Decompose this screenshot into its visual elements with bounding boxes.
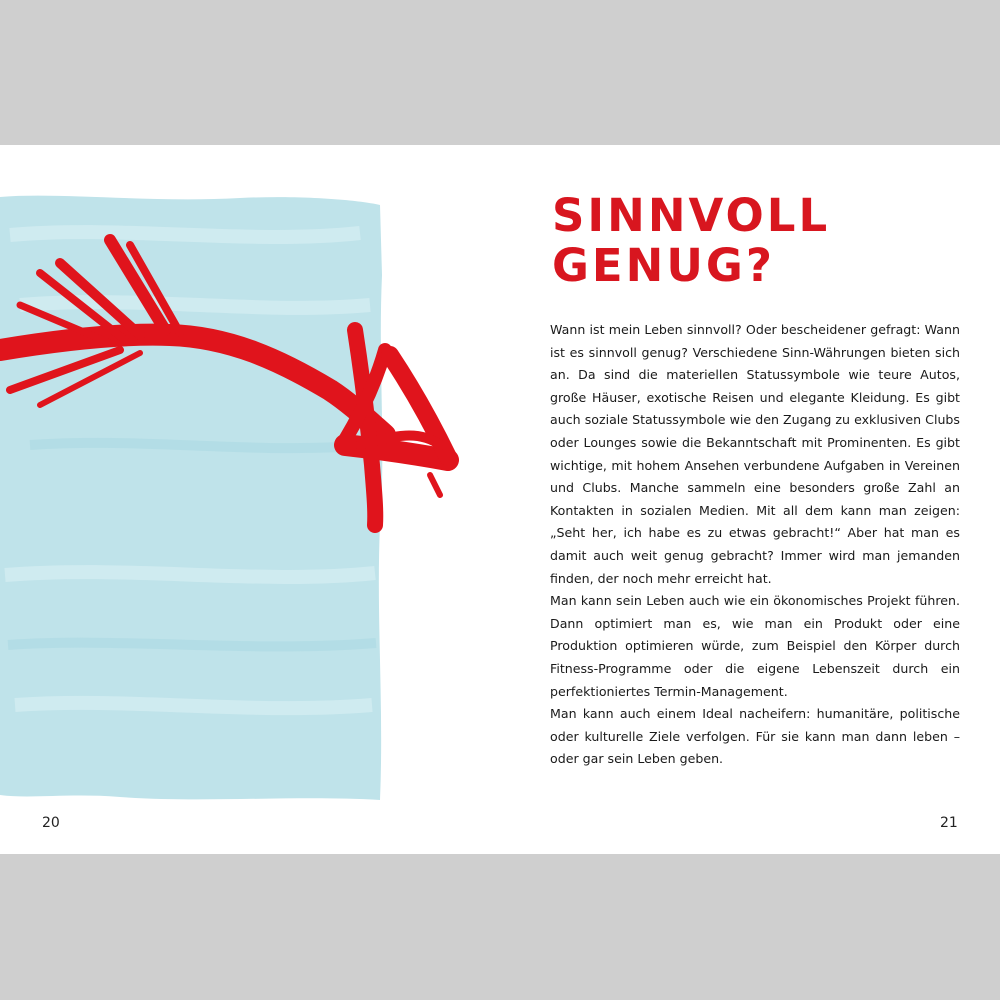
chapter-title xyxy=(552,191,830,291)
page-number-left: 20 xyxy=(42,815,60,831)
book-spread xyxy=(0,145,1000,854)
title-line-1: SINNVOLL xyxy=(552,189,831,242)
right-page xyxy=(500,145,1000,854)
left-page xyxy=(0,145,500,854)
paragraph-3: Man kann auch einem Ideal nacheifern: humanitäre, politische oder kulturelle Ziele verfolgen. Für sie kann man dann leben – oder gar sein Leben geben. xyxy=(550,706,960,767)
red-arrow-illustration xyxy=(0,145,500,854)
paragraph-1: Wann ist mein Leben sinnvoll? Oder bescheidener gefragt: Wann ist es sinnvoll genug? Verschiedene Sinn-Währungen bieten sich an. Da sind die materiellen Statussymbole wie teure Autos, große Häuser, exotische Reisen und elegante Kleidung. Es gibt auch soziale Statussymbole wie den Zugang zu exklusiven Clubs oder Lounges sowie die Bekanntschaft mit Prominenten. Es gibt wichtige, mit hohem Ansehen verbundene Aufgaben in Vereinen und Clubs. Manche sammeln eine besonders große Zahl an Kontakten in sozialen Medien. Mit all dem kann man zeigen: „Seht her, ich habe es zu etwas gebracht!“ Aber hat man es damit auch weit genug gebracht? Immer wird man jemanden finden, der noch mehr erreicht hat. xyxy=(550,322,960,586)
paragraph-2: Man kann sein Leben auch wie ein ökonomisches Projekt führen. Dann optimiert man es, wie man ein Produkt oder eine Produktion optimieren würde, zum Beispiel den Körper durch Fitness-Programme oder die eigene Lebenszeit durch ein perfektioniertes Termin-Management. xyxy=(550,593,960,699)
page-number-right: 21 xyxy=(940,815,958,831)
title-line-2: GENUG? xyxy=(552,239,775,292)
body-text xyxy=(550,319,960,771)
